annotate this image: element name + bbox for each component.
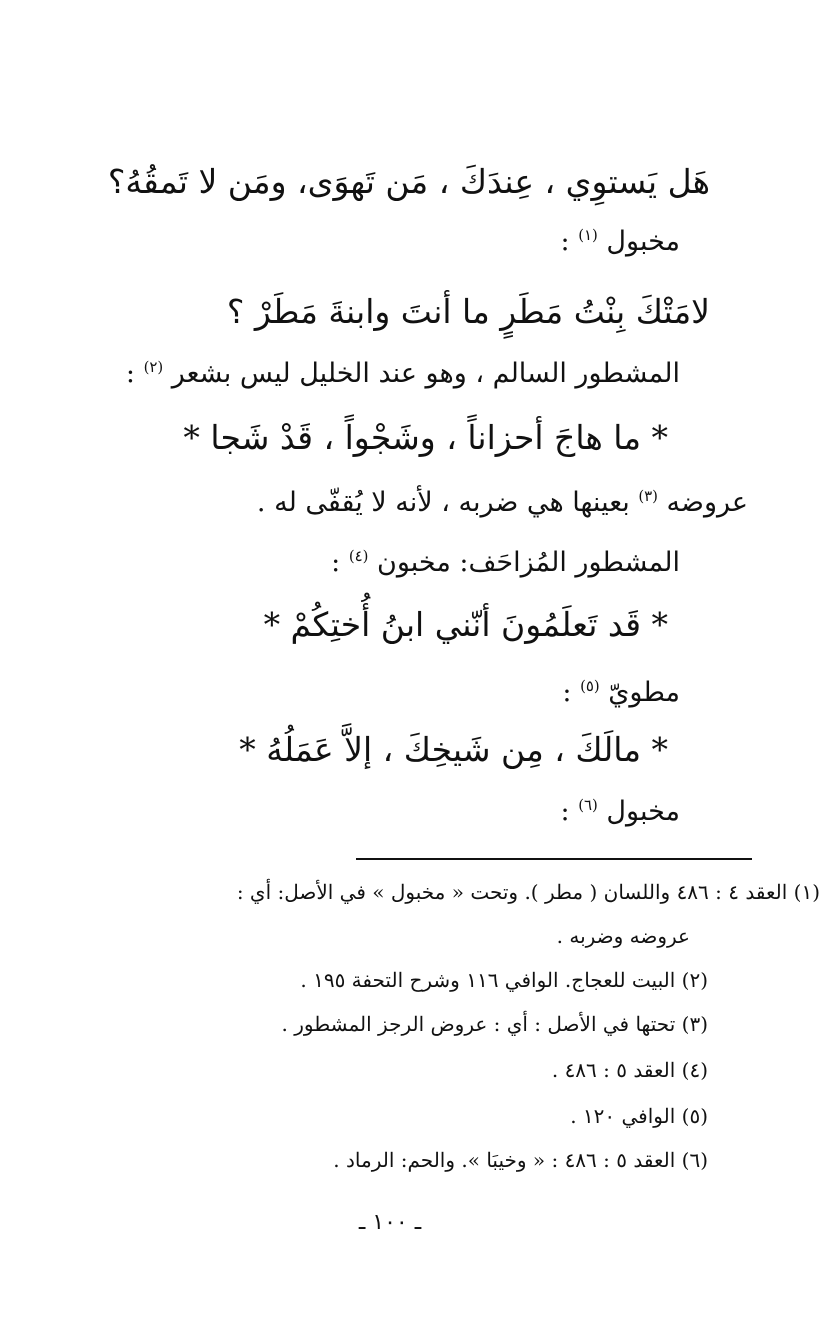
- label-colon: :: [562, 677, 572, 708]
- meter-label-text: مخبول: [606, 796, 680, 827]
- meter-label-3: [561, 796, 680, 828]
- prose-text: عروضه: [666, 487, 748, 518]
- meter-label-1: [561, 226, 680, 258]
- verse-line-4: * قَد تَعلَمُونَ أنّني ابنُ أُختِكُمْ *: [263, 605, 668, 644]
- prose-line-2: [257, 487, 748, 519]
- prose-line-1: [126, 358, 680, 390]
- footnote-2: (٢) البيت للعجاج. الوافي ١١٦ وشرح التحفة ١٩٥ .: [300, 968, 708, 992]
- footnote-ref-1: (١): [578, 226, 598, 244]
- footnote-ref-4: (٤): [348, 547, 369, 565]
- footnote-ref-6: (٦): [578, 796, 598, 814]
- prose-colon: :: [331, 547, 341, 578]
- prose-text: المشطور السالم ، وهو عند الخليل ليس بشعر: [171, 358, 680, 389]
- footnote-ref-2: (٢): [143, 358, 164, 376]
- footnote-1: (١) العقد ٤ : ٤٨٦ واللسان ( مطر ). وتحت « مخبول » في الأصل: أي :: [236, 880, 820, 904]
- footnote-ref-5: (٥): [580, 677, 600, 695]
- footnote-divider: [356, 858, 752, 860]
- page-number: ـ ١٠٠ ـ: [358, 1210, 422, 1235]
- label-colon: :: [560, 796, 570, 827]
- footnote-1-continued: عروضه وضربه .: [556, 924, 690, 948]
- footnote-4: (٤) العقد ٥ : ٤٨٦ .: [551, 1058, 708, 1082]
- prose-line-3: [331, 547, 680, 579]
- meter-label-text: مخبول: [606, 226, 680, 257]
- prose-text: المشطور المُزاحَف: مخبون: [376, 547, 680, 578]
- verse-line-5: * مالَكَ ، مِن شَيخِكَ ، إلاَّ عَمَلُهُ *: [239, 730, 668, 769]
- label-colon: :: [560, 226, 570, 257]
- verse-line-1: هَل يَستوِي ، عِندَكَ ، مَن تَهوَى، ومَن لا تَمقُهُ؟: [107, 162, 710, 201]
- prose-colon: :: [125, 358, 135, 389]
- footnote-6: (٦) العقد ٥ : ٤٨٦ : « وخيبَا ». والحم: الرماد .: [333, 1148, 708, 1172]
- footnote-ref-3: (٣): [638, 487, 658, 505]
- prose-text-cont: بعينها هي ضربه ، لأنه لا يُقفّى له .: [256, 487, 630, 518]
- footnote-3: (٣) تحتها في الأصل : أي : عروض الرجز المشطور .: [281, 1012, 708, 1036]
- verse-line-2: لامَتْكَ بِنْتُ مَطَرٍ ما أنتَ وابنةَ مَطَرْ ؟: [226, 292, 710, 331]
- footnote-5: (٥) الوافي ١٢٠ .: [570, 1104, 708, 1128]
- verse-line-3: * ما هاجَ أحزاناً ، وشَجْواً ، قَدْ شَجا *: [183, 418, 668, 457]
- meter-label-text: مطويّ: [608, 677, 680, 708]
- meter-label-2: [562, 677, 680, 709]
